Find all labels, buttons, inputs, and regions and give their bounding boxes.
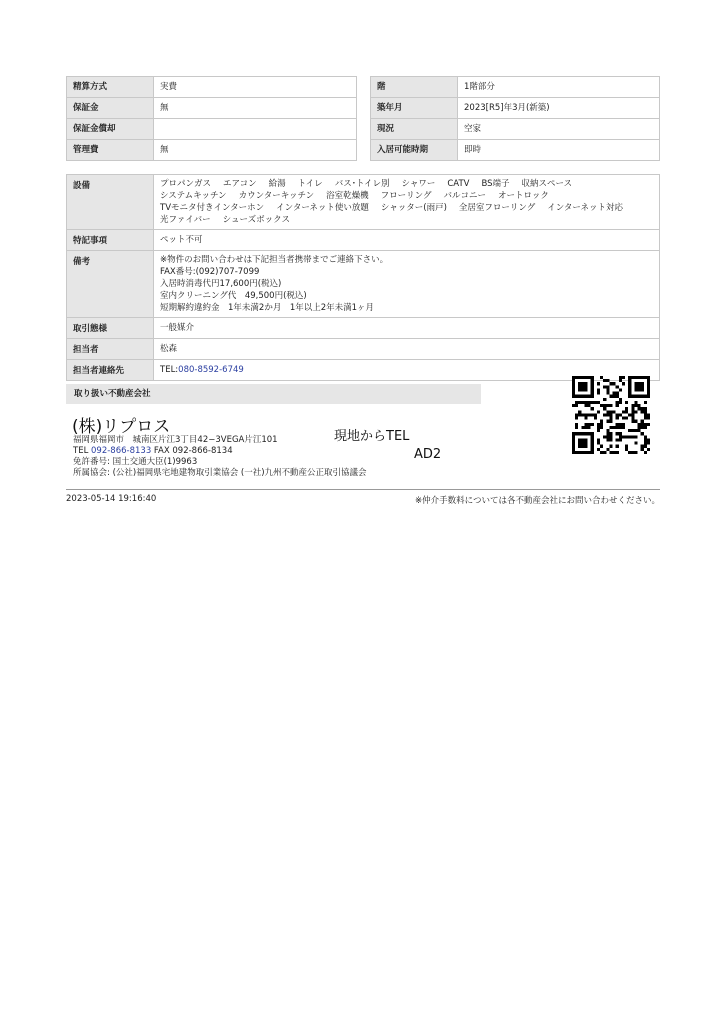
facility-item: BS端子 [481, 179, 510, 189]
right-row [371, 119, 660, 140]
left-key: 管理費 [67, 140, 154, 161]
left-row [67, 77, 357, 98]
right-key: 現況 [371, 119, 458, 140]
left-row [67, 119, 357, 140]
right-value: 即時 [458, 140, 660, 161]
agent-tel-prefix: TEL: [160, 365, 179, 375]
facility-item: バルコニー [443, 191, 487, 201]
special-notes-value: ペット不可 [154, 230, 660, 251]
footer-datetime: 2023-05-14 19:16:40 [66, 494, 157, 504]
facility-item: 収納スペース [521, 179, 573, 189]
special-notes-label: 特記事項 [67, 230, 154, 251]
transaction-type-value: 一般媒介 [154, 318, 660, 339]
remark-line: ※物件のお問い合わせは下記担当者携帯までご連絡下さい。 [160, 255, 389, 265]
remark-line: 入居時消毒代円17,600円(税込) [160, 279, 282, 289]
right-value: 空家 [458, 119, 660, 140]
company-name: (株)リプロス [72, 417, 171, 437]
facility-item: 光ファイバー [160, 215, 211, 225]
facility-item: シャワー [401, 179, 436, 189]
left-value: 無 [154, 140, 357, 161]
company-association: 所属協会: (公社)福岡県宅地建物取引業協会 (一社)九州不動産公正取引協議会 [73, 468, 367, 478]
facility-item: シューズボックス [222, 215, 290, 225]
remark-line: 室内クリーニング代 49,500円(税込) [160, 291, 307, 301]
right-row [371, 98, 660, 119]
agent-value: 松森 [154, 339, 660, 360]
remark-line: FAX番号:(092)707-7099 [160, 267, 260, 277]
remarks-label: 備考 [67, 251, 154, 318]
facility-item: システムキッチン [160, 191, 227, 201]
contract-terms-table [66, 76, 357, 161]
tel-label: TEL [73, 446, 92, 456]
facility-item: バス･トイレ別 [334, 179, 390, 189]
facility-item: 浴室乾燥機 [326, 191, 369, 201]
left-value: 実費 [154, 77, 357, 98]
facility-item: 全居室フローリング [458, 203, 536, 213]
right-key: 入居可能時期 [371, 140, 458, 161]
facility-item: トイレ [297, 179, 323, 189]
left-key: 精算方式 [67, 77, 154, 98]
right-key: 階 [371, 77, 458, 98]
company-tel-link[interactable]: 092-866-8133 [91, 446, 152, 456]
facility-item: インターネット対応 [547, 203, 623, 213]
right-value: 1階部分 [458, 77, 660, 98]
facility-item: プロパンガス [160, 179, 212, 189]
left-key: 保証金償却 [67, 119, 154, 140]
facility-item: 給湯 [268, 179, 286, 189]
facility-item: カウンターキッチン [238, 191, 315, 201]
facility-item: シャッター(雨戸) [380, 203, 447, 213]
facility-item: オートロック [498, 191, 549, 201]
left-row [67, 140, 357, 161]
left-value [154, 119, 357, 140]
facilities-label: 設備 [67, 175, 154, 230]
ad-code: AD2 [414, 447, 442, 462]
facilities-list [154, 175, 660, 230]
property-status-table [370, 76, 660, 161]
facility-item: フローリング [380, 191, 432, 201]
left-key: 保証金 [67, 98, 154, 119]
company-phone-line [73, 446, 233, 457]
qr-code-icon [572, 376, 650, 454]
company-license: 免許番号: 国土交通大臣(1)9963 [73, 457, 198, 467]
footer-note: ※仲介手数料については各不動産会社にお問い合わせください。 [415, 496, 660, 506]
transaction-type-label: 取引態様 [67, 318, 154, 339]
details-table [66, 174, 660, 381]
facility-item: エアコン [223, 179, 257, 189]
facility-item: インターネット使い放題 [276, 203, 369, 213]
left-value: 無 [154, 98, 357, 119]
company-section-header: 取り扱い不動産会社 [66, 384, 481, 404]
facility-item: CATV [447, 179, 470, 189]
local-tel-note: 現地からTEL [334, 429, 410, 444]
company-address: 福岡県福岡市 城南区片江3丁目42−3VEGA片江101 [73, 435, 278, 445]
agent-contact-label: 担当者連絡先 [67, 360, 154, 381]
agent-label: 担当者 [67, 339, 154, 360]
agent-tel-link[interactable]: 080-8592-6749 [178, 365, 244, 375]
right-value: 2023[R5]年3月(新築) [458, 98, 660, 119]
company-fax: FAX 092-866-8134 [151, 446, 233, 456]
facility-item: TVモニタ付きインターホン [160, 203, 265, 213]
remarks-value [154, 251, 660, 318]
right-row [371, 140, 660, 161]
footer-divider [66, 489, 660, 490]
left-row [67, 98, 357, 119]
right-row [371, 77, 660, 98]
right-key: 築年月 [371, 98, 458, 119]
remark-line: 短期解約違約金 1年未満2か月 1年以上2年未満1ヶ月 [160, 303, 375, 313]
